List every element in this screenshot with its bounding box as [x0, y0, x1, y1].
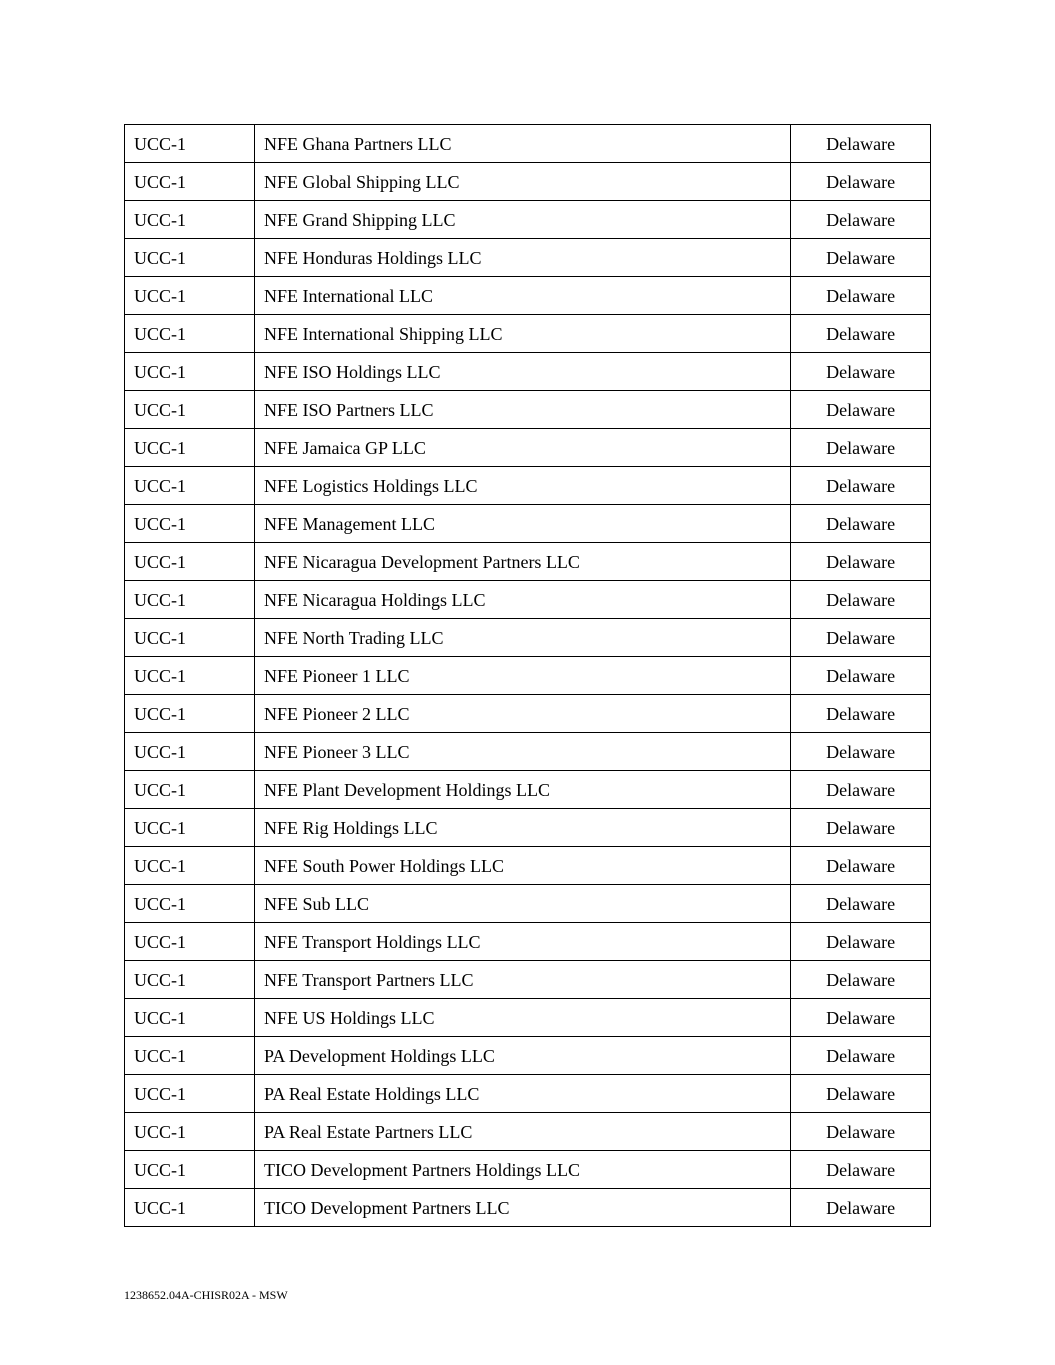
filing-type-cell: UCC-1 — [125, 809, 255, 847]
jurisdiction-cell: Delaware — [791, 125, 931, 163]
entity-name-cell: NFE Jamaica GP LLC — [255, 429, 791, 467]
jurisdiction-cell: Delaware — [791, 809, 931, 847]
filing-type-cell: UCC-1 — [125, 467, 255, 505]
jurisdiction-cell: Delaware — [791, 467, 931, 505]
filing-type-cell: UCC-1 — [125, 695, 255, 733]
table-row — [125, 923, 931, 961]
jurisdiction-cell: Delaware — [791, 999, 931, 1037]
filings-table — [124, 124, 931, 1227]
table-row — [125, 581, 931, 619]
table-row — [125, 619, 931, 657]
entity-name-cell: NFE Sub LLC — [255, 885, 791, 923]
table-row — [125, 353, 931, 391]
filing-type-cell: UCC-1 — [125, 1037, 255, 1075]
entity-name-cell: TICO Development Partners LLC — [255, 1189, 791, 1227]
table-row — [125, 1189, 931, 1227]
jurisdiction-cell: Delaware — [791, 695, 931, 733]
entity-name-cell: NFE Ghana Partners LLC — [255, 125, 791, 163]
jurisdiction-cell: Delaware — [791, 277, 931, 315]
jurisdiction-cell: Delaware — [791, 885, 931, 923]
entity-name-cell: NFE Global Shipping LLC — [255, 163, 791, 201]
jurisdiction-cell: Delaware — [791, 581, 931, 619]
filing-type-cell: UCC-1 — [125, 847, 255, 885]
entity-name-cell: NFE US Holdings LLC — [255, 999, 791, 1037]
filing-type-cell: UCC-1 — [125, 201, 255, 239]
filing-type-cell: UCC-1 — [125, 277, 255, 315]
jurisdiction-cell: Delaware — [791, 619, 931, 657]
table-row — [125, 961, 931, 999]
jurisdiction-cell: Delaware — [791, 771, 931, 809]
jurisdiction-cell: Delaware — [791, 1075, 931, 1113]
jurisdiction-cell: Delaware — [791, 847, 931, 885]
jurisdiction-cell: Delaware — [791, 1113, 931, 1151]
filing-type-cell: UCC-1 — [125, 1151, 255, 1189]
entity-name-cell: NFE Transport Holdings LLC — [255, 923, 791, 961]
jurisdiction-cell: Delaware — [791, 1037, 931, 1075]
entity-name-cell: NFE Nicaragua Development Partners LLC — [255, 543, 791, 581]
entity-name-cell: NFE Grand Shipping LLC — [255, 201, 791, 239]
entity-name-cell: NFE ISO Holdings LLC — [255, 353, 791, 391]
jurisdiction-cell: Delaware — [791, 505, 931, 543]
jurisdiction-cell: Delaware — [791, 733, 931, 771]
table-row — [125, 391, 931, 429]
table-row — [125, 277, 931, 315]
table-row — [125, 1113, 931, 1151]
table-row — [125, 885, 931, 923]
table-row — [125, 467, 931, 505]
filing-type-cell: UCC-1 — [125, 353, 255, 391]
table-row — [125, 1037, 931, 1075]
entity-name-cell: NFE Management LLC — [255, 505, 791, 543]
table-row — [125, 201, 931, 239]
filing-type-cell: UCC-1 — [125, 885, 255, 923]
table-row — [125, 429, 931, 467]
filing-type-cell: UCC-1 — [125, 999, 255, 1037]
filing-type-cell: UCC-1 — [125, 239, 255, 277]
jurisdiction-cell: Delaware — [791, 657, 931, 695]
filing-type-cell: UCC-1 — [125, 619, 255, 657]
table-row — [125, 657, 931, 695]
filing-type-cell: UCC-1 — [125, 1075, 255, 1113]
jurisdiction-cell: Delaware — [791, 163, 931, 201]
filing-type-cell: UCC-1 — [125, 1189, 255, 1227]
entity-name-cell: NFE Transport Partners LLC — [255, 961, 791, 999]
entity-name-cell: NFE South Power Holdings LLC — [255, 847, 791, 885]
entity-name-cell: NFE Pioneer 3 LLC — [255, 733, 791, 771]
entity-name-cell: NFE ISO Partners LLC — [255, 391, 791, 429]
filing-type-cell: UCC-1 — [125, 961, 255, 999]
filing-type-cell: UCC-1 — [125, 391, 255, 429]
document-reference-footer: 1238652.04A-CHISR02A - MSW — [124, 1288, 288, 1302]
table-row — [125, 809, 931, 847]
entity-name-cell: NFE Nicaragua Holdings LLC — [255, 581, 791, 619]
filing-type-cell: UCC-1 — [125, 543, 255, 581]
jurisdiction-cell: Delaware — [791, 239, 931, 277]
filing-type-cell: UCC-1 — [125, 657, 255, 695]
table-row — [125, 239, 931, 277]
filing-type-cell: UCC-1 — [125, 429, 255, 467]
table-row — [125, 733, 931, 771]
entity-name-cell: NFE Pioneer 2 LLC — [255, 695, 791, 733]
jurisdiction-cell: Delaware — [791, 429, 931, 467]
filing-type-cell: UCC-1 — [125, 923, 255, 961]
filing-type-cell: UCC-1 — [125, 771, 255, 809]
table-row — [125, 695, 931, 733]
jurisdiction-cell: Delaware — [791, 961, 931, 999]
entity-name-cell: NFE Logistics Holdings LLC — [255, 467, 791, 505]
table-row — [125, 999, 931, 1037]
jurisdiction-cell: Delaware — [791, 1151, 931, 1189]
entity-name-cell: NFE Rig Holdings LLC — [255, 809, 791, 847]
table-row — [125, 1151, 931, 1189]
jurisdiction-cell: Delaware — [791, 315, 931, 353]
entity-name-cell: PA Real Estate Holdings LLC — [255, 1075, 791, 1113]
entity-name-cell: NFE International Shipping LLC — [255, 315, 791, 353]
table-row — [125, 771, 931, 809]
filing-type-cell: UCC-1 — [125, 163, 255, 201]
table-row — [125, 125, 931, 163]
filing-type-cell: UCC-1 — [125, 1113, 255, 1151]
entity-name-cell: NFE Plant Development Holdings LLC — [255, 771, 791, 809]
table-row — [125, 315, 931, 353]
filing-type-cell: UCC-1 — [125, 581, 255, 619]
entity-name-cell: NFE Honduras Holdings LLC — [255, 239, 791, 277]
table-row — [125, 1075, 931, 1113]
jurisdiction-cell: Delaware — [791, 201, 931, 239]
table-row — [125, 163, 931, 201]
filings-table-body — [125, 125, 931, 1227]
jurisdiction-cell: Delaware — [791, 1189, 931, 1227]
jurisdiction-cell: Delaware — [791, 391, 931, 429]
table-row — [125, 543, 931, 581]
filing-type-cell: UCC-1 — [125, 733, 255, 771]
entity-name-cell: PA Development Holdings LLC — [255, 1037, 791, 1075]
entity-name-cell: NFE Pioneer 1 LLC — [255, 657, 791, 695]
filing-type-cell: UCC-1 — [125, 125, 255, 163]
entity-name-cell: TICO Development Partners Holdings LLC — [255, 1151, 791, 1189]
table-row — [125, 505, 931, 543]
jurisdiction-cell: Delaware — [791, 543, 931, 581]
jurisdiction-cell: Delaware — [791, 923, 931, 961]
entity-name-cell: NFE International LLC — [255, 277, 791, 315]
entity-name-cell: PA Real Estate Partners LLC — [255, 1113, 791, 1151]
jurisdiction-cell: Delaware — [791, 353, 931, 391]
filing-type-cell: UCC-1 — [125, 505, 255, 543]
filing-type-cell: UCC-1 — [125, 315, 255, 353]
table-row — [125, 847, 931, 885]
entity-name-cell: NFE North Trading LLC — [255, 619, 791, 657]
